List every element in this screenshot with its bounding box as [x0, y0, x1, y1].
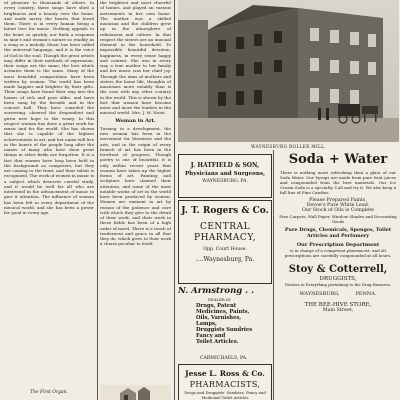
article-column-1: [4, 0, 94, 400]
soda-text: There is nothing more refreshing than a glass of our Soda Water. Our Syrups are made from pure fruit juices and compounded from the best materials. Our Ice Cream Soda is a specialty. Call and try it. We also keep a full line of Fine Candies.: [280, 170, 396, 196]
roller-mill-photo: [178, 0, 399, 142]
soda-heading: Pure Drugs, Chemicals, Sponges, Toilet Articles and Perfumery: [284, 227, 392, 240]
ad-item: Medicines, Paints,: [196, 309, 250, 315]
ad-line: Physicians and Surgeons,: [184, 171, 266, 177]
article-text: Turning to a development, the new woman has been in the movement for literature and the arts, and in the origin of every branch of art has been in the forefront of progress. Though poetry is one of beautiful, it is only within recent years that women have taken up the higher forms of art. Painting and sculpture have claimed their attention, and some of the most notable works of art in the world have been produced by women. Women are eminent in art by reason of the patience and care with which they give to the detail of their work, and their work in these fields has been of a high order of merit. There is a touch of tenderness and grace in all that they do, which gives to their work a charm peculiar to itself.: [100, 125, 171, 247]
ad-sub: DEALER IN: [208, 297, 231, 302]
ad-item: Lamps,: [196, 321, 217, 327]
store-name: THE BEE-HIVE STORE,: [304, 302, 372, 309]
column-rule: [273, 150, 274, 400]
ad-line: Drugs and Druggists' Sundries, Fancy and Medicinal Toilet Articles: [184, 390, 266, 400]
photo-caption: WAYNESBURG ROLLER MILL.: [251, 145, 326, 150]
store-line: Main Street,: [322, 308, 354, 314]
firm-line: DRUGGISTS,: [319, 276, 357, 283]
soda-text: is in charge of a competent pharmacist, and all prescriptions are carefully compounded at all hours.: [284, 248, 392, 259]
armstrong-town: CARMICHAELS, PA.: [200, 356, 248, 361]
ad-name: J. T. Rogers & Co.: [181, 206, 269, 216]
ad-line: ....Waynesburg, Pa.: [195, 256, 255, 263]
article-text: of pleasure to thousands of others. In every country, these songs have shed a brightness and a beauty over the home, and made merry the hearts that loved them. There is in every human being a latent love for music. Nothing appeals to the heart so quickly, nor finds a response in man's and woman's nature so readily as a song or a melody. Music has been called the universal language, and it is the voice of God in the soul. Though the great artists may differ in their methods of expression, their songs are the same; the love which actuates them is the same. Many of the most beautiful compositions have been written by women. The world has been made happier and brighter by their gifts. Their songs have found their way into the homes of rich and poor alike, and have been sung by the fireside and in the concert hall. They have consoled the sorrowing, cheered the despondent and given new hope to the weary. In this respect woman has done a great work for music and for the world. She has shown that she is capable of the highest achievements in art, and her name will live in the hearts of the people long after the names of many who have done great things in other fields are forgotten. It is a fact that women have long been held in the background as composers, but they are coming to the front, and their talent is recognized. The work of women in music is a subject which deserves careful study, and it would be well for all who are interested in the advancement of music to give it attention. The influence of woman has been felt in every department of the musical world, and she has been a power for good in every age.: [4, 0, 94, 215]
soda-title: Soda + Water: [288, 152, 388, 167]
ad-item: Druggists Sundries: [196, 327, 253, 333]
ad-item: Fancy and: [196, 333, 226, 339]
soda-heading: Our Prescription Department: [296, 242, 380, 249]
column1-footer: The First Organ.: [4, 390, 94, 395]
rogers-ad: [178, 200, 272, 284]
firm-name: Stoy & Cotterrell,: [288, 264, 388, 276]
ad-name: J. HATFIELD & SON,: [190, 162, 260, 169]
organ-engraving: [100, 385, 171, 400]
column-rule: [97, 0, 98, 400]
firm-line: Dealers in Everything pertaining to the Drug Business.: [284, 282, 392, 288]
soda-heading: Fine Carpets, Wall Paper, Window Shades and Decorating Goods: [279, 214, 397, 225]
ad-name: Jesse L. Ross & Co.: [185, 369, 265, 378]
ad-name: N. Armstrong . .: [178, 286, 255, 296]
soda-ad: [277, 150, 399, 400]
soda-heading: Devoe's Pure White Lead,: [306, 203, 370, 209]
ad-item: Oils, Varnishes,: [196, 315, 242, 321]
ad-line: PHARMACISTS,: [189, 380, 261, 389]
soda-heading: Our Stock of Oils is Complete: [301, 208, 375, 214]
ad-line: CENTRAL: [199, 222, 251, 232]
ad-line: Opp. Court House.: [203, 247, 247, 252]
ad-line: PHARMACY,: [194, 233, 256, 243]
hatfield-ad: [178, 154, 272, 198]
firm-town: WAYNESBURG, PENNA.: [299, 291, 377, 298]
ad-item: Toilet Articles.: [196, 339, 239, 345]
section-heading: Woman in Art.: [115, 117, 156, 124]
column-rule: [174, 0, 175, 400]
article-column-2: [100, 0, 171, 400]
ad-item: Drugs, Patent: [196, 303, 237, 309]
ross-ad: [178, 364, 272, 400]
armstrong-ad: [178, 286, 270, 358]
soda-heading: Please Prepared Paints,: [309, 198, 367, 204]
article-text: the brightest and most cheerful of homes, and played on various instruments in her own home. The mother was a skilled musician and the children grew up in the atmosphere of refinement and culture. In that respect the sisters are an unusual element in the household. To impossible beautiful devotion, happiness, in every sense happy and content. She was in every way a true mother to her family and her music was her chief joy. Through the aims of mothers and sisters the home life, thoughts of musicians more notably than is the case with any other country in the world. This is shown by the fact that women have become more and more the leaders in the musical world. Mrs. J. M. Hoist.: [100, 0, 171, 116]
ad-line: WAYNESBURG, PA.: [202, 179, 248, 184]
